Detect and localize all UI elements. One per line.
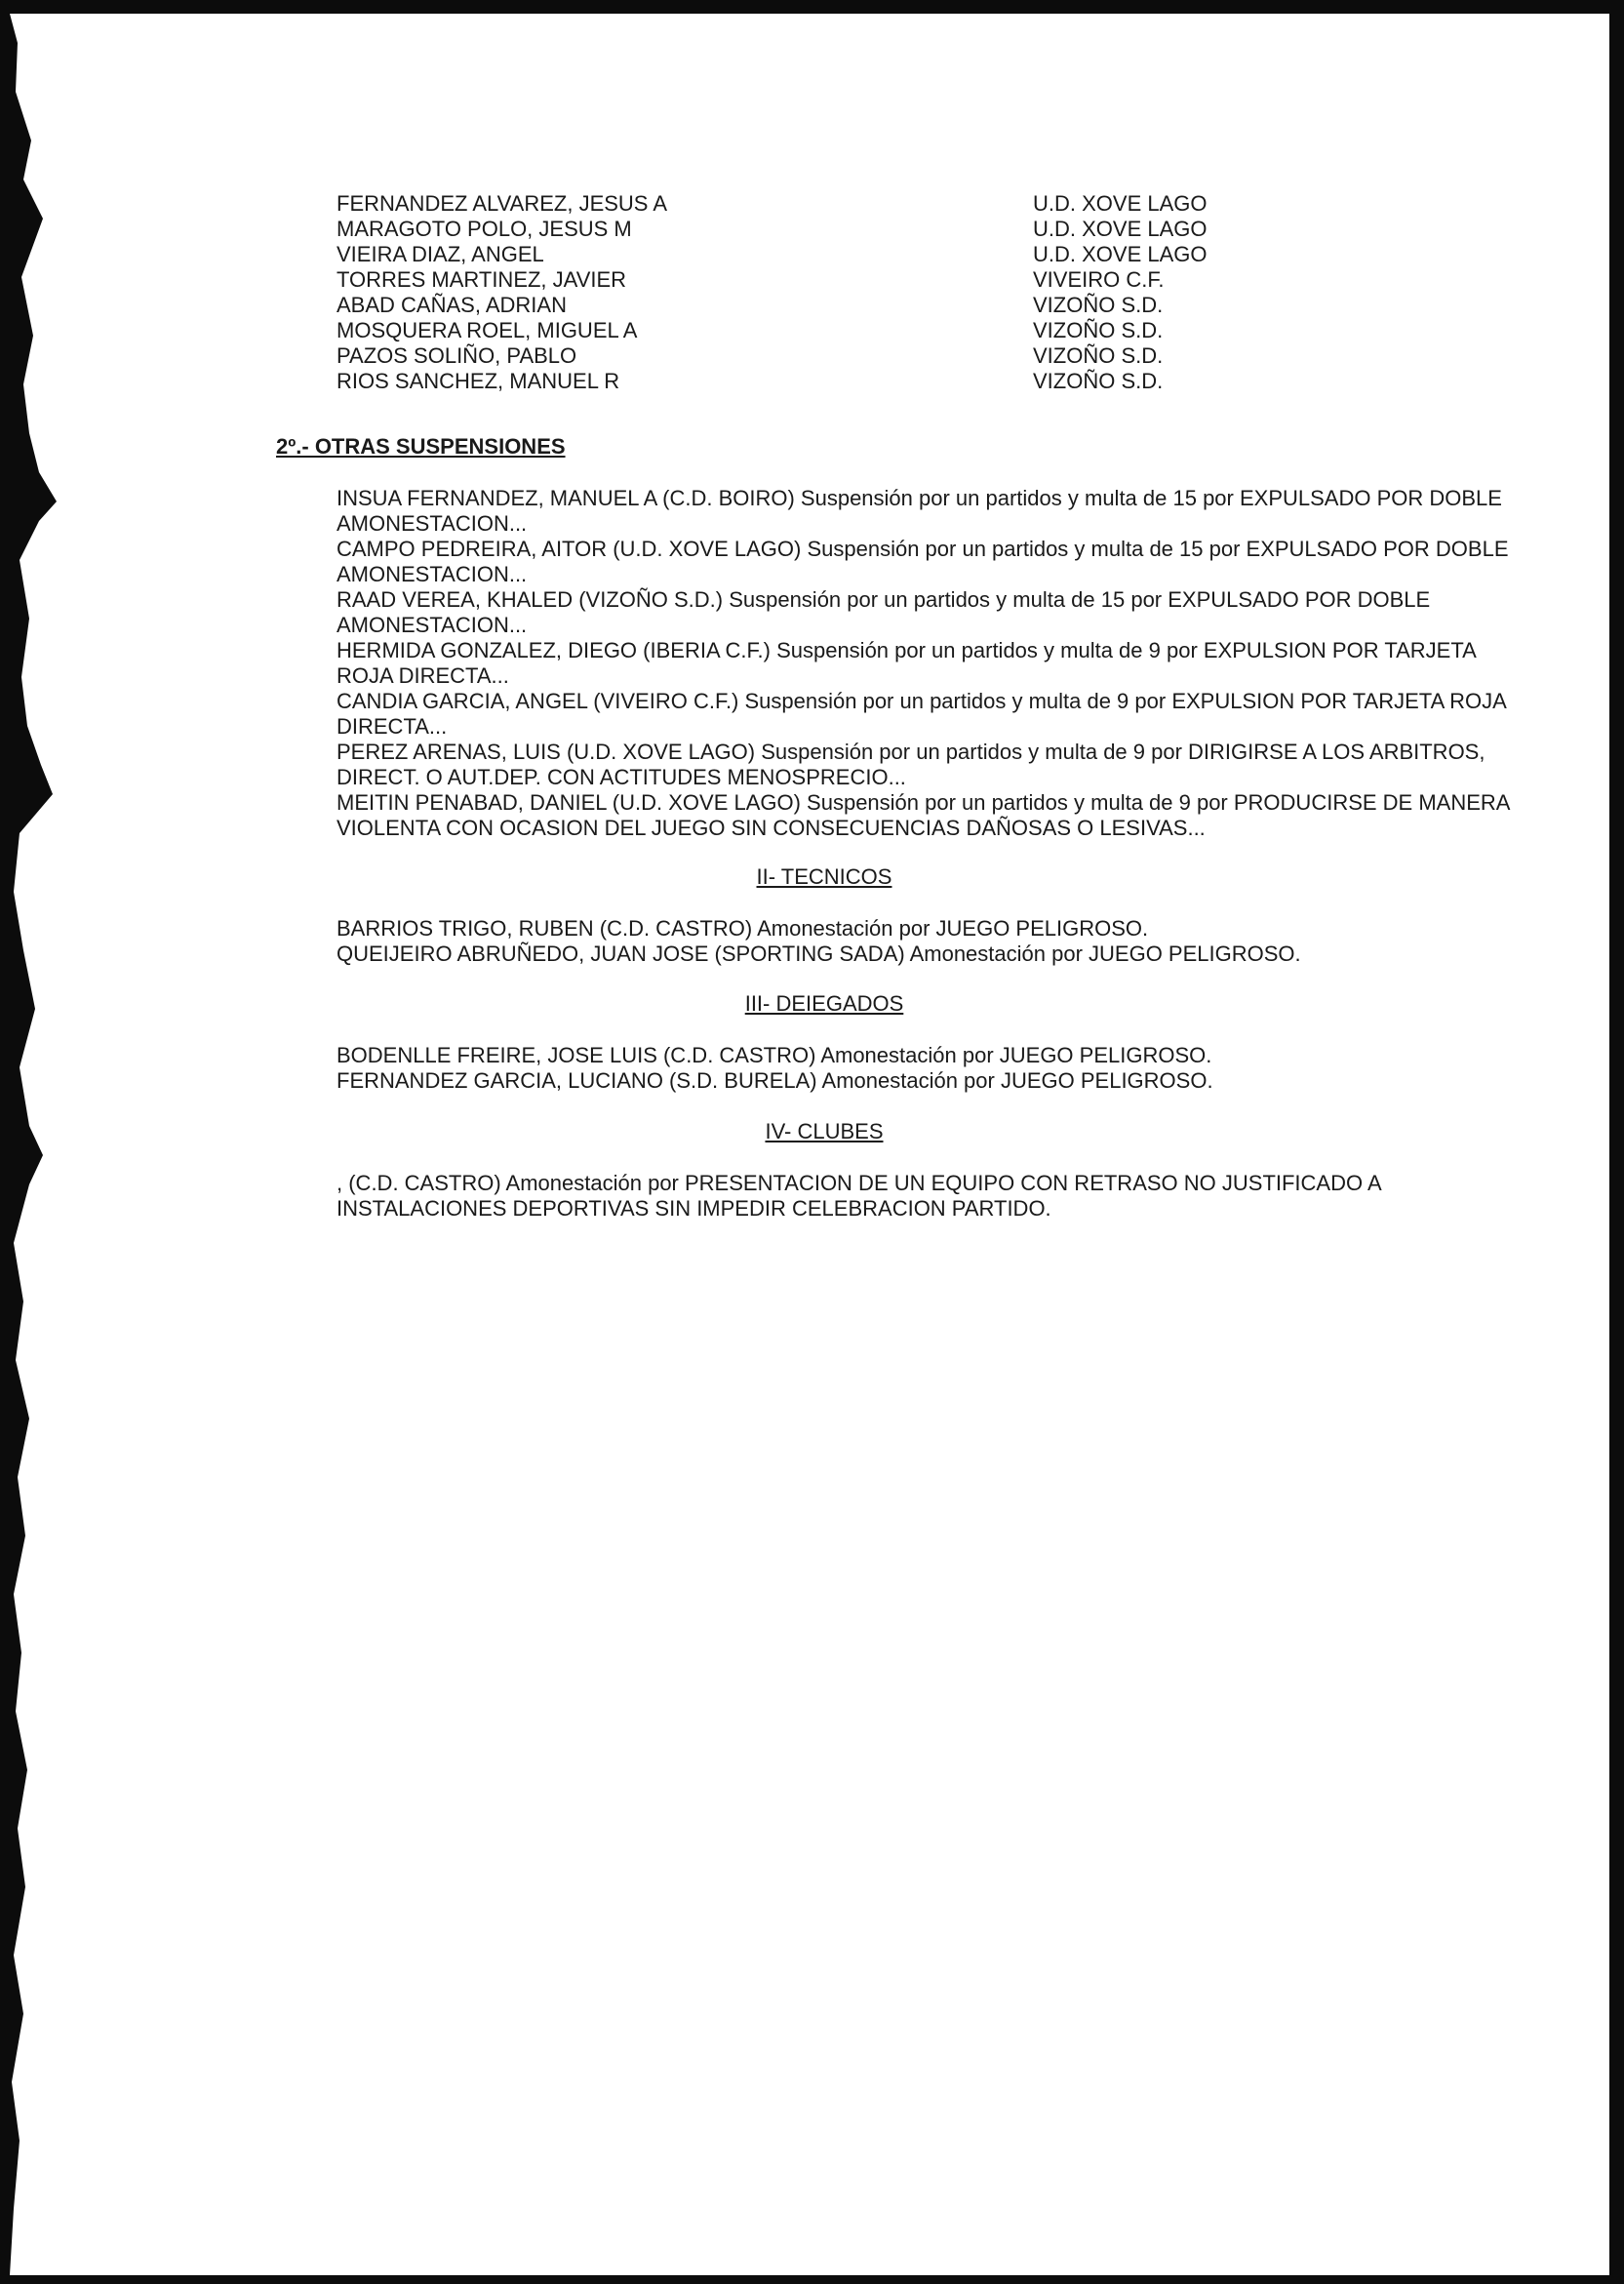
delegado-sanction: FERNANDEZ GARCIA, LUCIANO (S.D. BURELA) Amonestación por JUEGO PELIGROSO. xyxy=(337,1068,1213,1093)
player-row xyxy=(337,318,1312,343)
document-page xyxy=(0,14,1609,2275)
otras-suspensiones-list xyxy=(337,486,1522,841)
player-name: MARAGOTO POLO, JESUS M xyxy=(337,217,632,241)
player-club: VIZOÑO S.D. xyxy=(1033,343,1164,368)
player-row xyxy=(337,369,1312,394)
document-content xyxy=(0,14,1609,2275)
player-name: RIOS SANCHEZ, MANUEL R xyxy=(337,369,620,393)
player-name: PAZOS SOLIÑO, PABLO xyxy=(337,343,577,368)
club-sanction: , (C.D. CASTRO) Amonestación por PRESENTACION DE UN EQUIPO CON RETRASO NO JUSTIFICADO A INSTALACIONES DEPORTIVAS SIN IMPEDIR CELEBRACION PARTIDO. xyxy=(337,1171,1381,1221)
player-name: FERNANDEZ ALVAREZ, JESUS A xyxy=(337,191,668,216)
player-club: VIZOÑO S.D. xyxy=(1033,293,1164,317)
player-name: MOSQUERA ROEL, MIGUEL A xyxy=(337,318,638,342)
sanction-entry: PEREZ ARENAS, LUIS (U.D. XOVE LAGO) Suspensión por un partidos y multa de 9 por DIRIGIRSE A LOS ARBITROS, DIRECT. O AUT.DEP. CON ACTITUDES MENOSPRECIO... xyxy=(337,740,1485,789)
player-club: U.D. XOVE LAGO xyxy=(1033,191,1208,216)
otras-suspensiones-heading: 2º.- OTRAS SUSPENSIONES xyxy=(276,434,566,459)
tecnicos-block xyxy=(337,916,1522,967)
player-row xyxy=(337,267,1312,293)
clubes-title: IV- CLUBES xyxy=(765,1119,884,1143)
player-row xyxy=(337,343,1312,369)
player-row xyxy=(337,217,1312,242)
player-club: U.D. XOVE LAGO xyxy=(1033,217,1208,241)
delegados-block xyxy=(337,1043,1522,1094)
suspended-player-list xyxy=(337,191,1312,394)
delegado-sanction: BODENLLE FREIRE, JOSE LUIS (C.D. CASTRO) Amonestación por JUEGO PELIGROSO. xyxy=(337,1043,1212,1067)
player-row xyxy=(337,293,1312,318)
tecnicos-title: II- TECNICOS xyxy=(756,864,892,889)
sanction-entry: MEITIN PENABAD, DANIEL (U.D. XOVE LAGO) Suspensión por un partidos y multa de 9 por PRODUCIRSE DE MANERA VIOLENTA CON OCASION DEL JUEGO SIN CONSECUENCIAS DAÑOSAS O LESIVAS... xyxy=(337,790,1510,840)
player-club: VIVEIRO C.F. xyxy=(1033,267,1165,292)
player-name: TORRES MARTINEZ, JAVIER xyxy=(337,267,627,292)
sanction-entry: CANDIA GARCIA, ANGEL (VIVEIRO C.F.) Suspensión por un partidos y multa de 9 por EXPULSION POR TARJETA ROJA DIRECTA... xyxy=(337,689,1506,739)
sanction-entry: RAAD VEREA, KHALED (VIZOÑO S.D.) Suspensión por un partidos y multa de 15 por EXPULSADO POR DOBLE AMONESTACION... xyxy=(337,587,1431,637)
player-club: VIZOÑO S.D. xyxy=(1033,369,1164,393)
player-row xyxy=(337,191,1312,217)
player-club: U.D. XOVE LAGO xyxy=(1033,242,1208,266)
player-name: ABAD CAÑAS, ADRIAN xyxy=(337,293,567,317)
clubes-block xyxy=(337,1171,1487,1222)
tecnico-sanction: QUEIJEIRO ABRUÑEDO, JUAN JOSE (SPORTING SADA) Amonestación por JUEGO PELIGROSO. xyxy=(337,942,1301,966)
player-club: VIZOÑO S.D. xyxy=(1033,318,1164,342)
sanction-entry: HERMIDA GONZALEZ, DIEGO (IBERIA C.F.) Suspensión por un partidos y multa de 9 por EXPULSION POR TARJETA ROJA DIRECTA... xyxy=(337,638,1476,688)
delegados-title: III- DEIEGADOS xyxy=(744,991,904,1016)
player-row xyxy=(337,242,1312,267)
sanction-entry: CAMPO PEDREIRA, AITOR (U.D. XOVE LAGO) Suspensión por un partidos y multa de 15 por EXPULSADO POR DOBLE AMONESTACION... xyxy=(337,537,1509,586)
sanction-entry: INSUA FERNANDEZ, MANUEL A (C.D. BOIRO) Suspensión por un partidos y multa de 15 por EXPULSADO POR DOBLE AMONESTACION... xyxy=(337,486,1502,536)
tecnico-sanction: BARRIOS TRIGO, RUBEN (C.D. CASTRO) Amonestación por JUEGO PELIGROSO. xyxy=(337,916,1149,941)
player-name: VIEIRA DIAZ, ANGEL xyxy=(337,242,544,266)
